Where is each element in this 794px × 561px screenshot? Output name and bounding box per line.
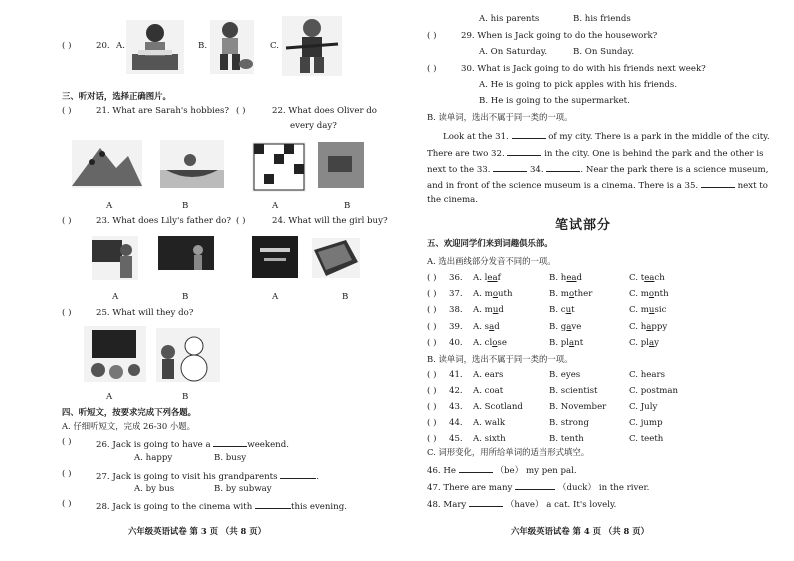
word-part: nth: [654, 289, 669, 299]
option-text: C. hears: [629, 370, 665, 380]
question-text: 22. What does Oliver do: [272, 106, 377, 116]
question-text: 24. What will the girl buy?: [272, 216, 388, 226]
option-text: A. Scotland: [473, 402, 523, 412]
word-part: d: [494, 322, 500, 332]
word-part: A.: [473, 338, 485, 348]
phonics-option: [473, 289, 513, 300]
word-part: B.: [549, 322, 561, 332]
question-number: 40.: [449, 338, 463, 348]
answer-paren[interactable]: ( ): [62, 437, 72, 447]
word-part: B.: [549, 305, 561, 315]
word-part: sic: [654, 305, 667, 315]
word-part: A.: [473, 273, 485, 283]
word-part: se: [497, 338, 507, 348]
answer-paren[interactable]: ( ): [427, 434, 437, 444]
word-part: h: [560, 273, 567, 283]
answer-paren[interactable]: ( ): [427, 31, 437, 41]
phonics-option: [473, 273, 501, 284]
page-footer: 六年级英语试卷 第 3 页 （共 8 页）: [128, 526, 267, 536]
word-part: l: [484, 273, 488, 283]
boy-writing-image[interactable]: [126, 20, 184, 74]
option-text: B. strong: [549, 418, 589, 428]
answer-blank[interactable]: [493, 162, 527, 172]
question-text: [96, 469, 319, 483]
word-part: A.: [473, 322, 485, 332]
option-text: A. ears: [473, 370, 504, 380]
option-label: B: [342, 292, 349, 302]
option-label: B: [182, 292, 189, 302]
question-number: 36.: [449, 273, 463, 283]
word-part: m: [640, 305, 649, 315]
underlined-letters: a: [646, 322, 652, 332]
question-text: every day?: [290, 121, 337, 131]
phonics-option: [549, 338, 583, 349]
phonics-option: [473, 338, 507, 349]
watching-tv-image[interactable]: [84, 326, 146, 382]
question-text: 25. What will they do?: [96, 308, 194, 318]
option-text: A. sixth: [473, 434, 506, 444]
phonics-option: [629, 273, 665, 284]
word-part: c: [560, 305, 566, 315]
fill-question: [427, 463, 577, 477]
answer-paren[interactable]: ( ): [427, 402, 437, 412]
word-part: t: [640, 273, 645, 283]
option-label: B: [344, 201, 351, 211]
phonics-option: [549, 305, 575, 316]
dictionary-image[interactable]: [252, 236, 298, 278]
option-label: B.: [198, 41, 208, 51]
option-text: A. by bus: [134, 484, 175, 494]
word-part: B.: [549, 289, 561, 299]
word-part: t: [571, 305, 575, 315]
option-text: A. On Saturday.: [479, 47, 548, 57]
option-text: B. November: [549, 402, 607, 412]
question-stem: （have） a cat. It's lovely.: [505, 500, 617, 510]
answer-blank[interactable]: [512, 129, 546, 139]
answer-blank[interactable]: [213, 437, 247, 447]
question-stem: 46. He: [427, 466, 456, 476]
answer-paren[interactable]: ( ): [236, 216, 246, 226]
underlined-letters: u: [492, 305, 499, 315]
kungfu-boy-image[interactable]: [282, 16, 342, 76]
phonics-option: [549, 289, 592, 300]
word-part: ch: [654, 273, 665, 283]
option-label: A: [106, 201, 113, 211]
question-text: [96, 437, 289, 451]
underlined-letters: u: [565, 305, 572, 315]
phonics-option: [473, 305, 504, 316]
option-text: B. by subway: [214, 484, 272, 494]
blackboard-image[interactable]: [158, 236, 214, 270]
answer-blank[interactable]: [701, 178, 735, 188]
answer-blank[interactable]: [507, 146, 541, 156]
option-label: A: [106, 392, 113, 402]
phonics-option: [629, 305, 666, 316]
boating-image[interactable]: [160, 140, 224, 188]
passage-text: next to the 33.: [427, 165, 491, 175]
word-part: ther: [574, 289, 593, 299]
answer-paren[interactable]: ( ): [62, 216, 72, 226]
passage-line: [427, 146, 764, 160]
option-text: A. coat: [473, 386, 504, 396]
question-number: 45.: [449, 434, 463, 444]
passage-line: [443, 129, 770, 143]
phonics-option: [629, 289, 669, 300]
word-part: C.: [629, 338, 641, 348]
option-text: B. eyes: [549, 370, 581, 380]
answer-paren[interactable]: ( ): [62, 41, 72, 51]
answer-paren[interactable]: ( ): [427, 370, 437, 380]
option-text: A. happy: [134, 453, 173, 463]
question-text: 23. What does Lily's father do?: [96, 216, 232, 226]
word-part: m: [640, 289, 649, 299]
passage-text: . Near the park there is a science museum,: [580, 165, 769, 175]
word-part: f: [497, 273, 501, 283]
question-stem: this evening.: [290, 502, 347, 512]
answer-paren[interactable]: ( ): [427, 386, 437, 396]
answer-blank[interactable]: [255, 499, 291, 509]
option-text: A. walk: [473, 418, 506, 428]
question-stem: weekend.: [247, 440, 289, 450]
underlined-letters: o: [492, 289, 499, 299]
option-text: B. He is going to the supermarket.: [479, 96, 630, 106]
word-part: m: [484, 305, 493, 315]
option-text: C. postman: [629, 386, 679, 396]
question-number: 20.: [96, 41, 110, 51]
passage-text: of my city. There is a park in the middle of the city.: [548, 132, 770, 142]
answer-blank[interactable]: [546, 162, 580, 172]
underlined-letters: a: [569, 338, 575, 348]
underlined-letters: ea: [487, 273, 498, 283]
word-part: ve: [571, 322, 582, 332]
sub-heading: B. 读单词，选出不属于同一类的一项。: [427, 112, 573, 122]
exam-page-4: [397, 0, 794, 561]
question-text: 21. What are Sarah's hobbies?: [96, 106, 229, 116]
answer-blank[interactable]: [280, 469, 316, 479]
page-footer: 六年级英语试卷 第 4 页 （共 8 页）: [511, 526, 650, 536]
underlined-letters: o: [492, 338, 498, 348]
answer-paren[interactable]: ( ): [427, 322, 437, 332]
sub-heading: C. 词形变化，用所给单词的适当形式填空。: [427, 447, 590, 457]
word-part: d: [576, 273, 583, 283]
option-label: C.: [270, 41, 280, 51]
question-number: 37.: [449, 289, 463, 299]
question-number: 39.: [449, 322, 463, 332]
underlined-letters: a: [489, 322, 495, 332]
option-text: C. teeth: [629, 434, 664, 444]
written-part-title: 笔试部分: [555, 218, 612, 233]
option-text: C. July: [629, 402, 658, 412]
word-part: pl: [640, 338, 649, 348]
boy-with-dog-image[interactable]: [210, 20, 254, 74]
question-stem: 27. Jack is going to visit his grandparents: [96, 472, 278, 482]
question-number: 43.: [449, 402, 463, 412]
passage-text: There are two 32.: [427, 149, 505, 159]
answer-paren[interactable]: ( ): [427, 305, 437, 315]
answer-paren[interactable]: ( ): [62, 308, 72, 318]
question-number: 42.: [449, 386, 463, 396]
section-heading: 三、听对话，选择正确图片。: [62, 91, 171, 101]
question-number: 41.: [449, 370, 463, 380]
section-heading: 五、欢迎同学们来到词趣俱乐部。: [427, 238, 553, 248]
option-label: B: [182, 392, 189, 402]
fill-question: [427, 497, 616, 511]
word-part: uth: [498, 289, 513, 299]
question-text: 29. When is Jack going to do the housework?: [461, 31, 658, 41]
snowman-image[interactable]: [156, 328, 220, 382]
phonics-option: [629, 322, 667, 333]
passage-line: [427, 178, 768, 192]
option-text: B. tenth: [549, 434, 584, 444]
passage-text: and in front of the science museum is a cinema. There is a 35.: [427, 181, 699, 191]
question-stem: 28. Jack is going to the cinema with: [96, 502, 253, 512]
answer-paren[interactable]: ( ): [236, 106, 246, 116]
word-part: A.: [473, 305, 485, 315]
question-stem: 26. Jack is going to have a: [96, 440, 211, 450]
passage-text: Look at the 31.: [443, 132, 509, 142]
teacher-image[interactable]: [92, 236, 138, 280]
word-part: B.: [549, 338, 561, 348]
answer-paren[interactable]: ( ): [427, 338, 437, 348]
answer-paren[interactable]: ( ): [427, 418, 437, 428]
underlined-letters: a: [566, 322, 572, 332]
phonics-option: [473, 322, 500, 333]
option-label: B: [182, 201, 189, 211]
question-number: 38.: [449, 305, 463, 315]
passage-line: the cinema.: [427, 195, 478, 205]
sub-heading: B. 读单词，选出不属于同一类的一项。: [427, 354, 573, 364]
answer-paren[interactable]: ( ): [62, 469, 72, 479]
word-part: nt: [574, 338, 584, 348]
option-text: B. busy: [214, 453, 247, 463]
hiking-mountain-image[interactable]: [72, 140, 142, 188]
phonics-option: [549, 322, 581, 333]
sub-heading: A. 选出画线部分发音不同的一项。: [427, 256, 556, 266]
passage-text: 34.: [529, 165, 544, 175]
option-label: A: [112, 292, 119, 302]
option-label: A: [272, 201, 279, 211]
underlined-letters: ea: [644, 273, 655, 283]
underlined-letters: o: [648, 289, 655, 299]
answer-paren[interactable]: ( ): [427, 289, 437, 299]
photo-image[interactable]: [318, 142, 364, 188]
word-part: s: [484, 322, 490, 332]
option-text: A. He is going to pick apples with his friends.: [479, 80, 678, 90]
word-part: g: [560, 322, 567, 332]
word-part: m: [484, 289, 493, 299]
question-text: 30. What is Jack going to do with his friends next week?: [461, 64, 706, 74]
underlined-letters: u: [648, 305, 655, 315]
word-part: pl: [560, 338, 570, 348]
word-part: m: [560, 289, 569, 299]
question-stem: 48. Mary: [427, 500, 467, 510]
word-part: B.: [549, 273, 561, 283]
word-part: d: [498, 305, 504, 315]
option-text: A. his parents: [479, 14, 540, 24]
passage-line: [427, 162, 768, 176]
question-stem: （duck） in the river.: [557, 483, 650, 493]
underlined-letters: o: [568, 289, 575, 299]
option-text: B. On Sunday.: [573, 47, 635, 57]
phonics-option: [629, 338, 659, 349]
option-label: A.: [116, 41, 125, 51]
answer-blank[interactable]: [469, 497, 503, 507]
word-part: C.: [629, 289, 641, 299]
answer-blank[interactable]: [515, 480, 555, 490]
crossword-image[interactable]: [252, 142, 306, 192]
word-part: C.: [629, 273, 641, 283]
question-text: [96, 499, 347, 513]
passage-text: in the city. One is behind the park and the other is: [544, 149, 764, 159]
fill-question: [427, 480, 649, 494]
answer-paren[interactable]: ( ): [427, 64, 437, 74]
option-label: A: [272, 292, 279, 302]
section-heading: 四、听短文，按要求完成下列各题。: [62, 407, 196, 417]
word-part: A.: [473, 289, 485, 299]
question-stem: 47. There are many: [427, 483, 513, 493]
word-part: C.: [629, 322, 641, 332]
option-text: B. his friends: [573, 14, 631, 24]
passage-text: next to: [737, 181, 768, 191]
word-part: y: [654, 338, 659, 348]
word-part: cl: [484, 338, 493, 348]
underlined-letters: a: [648, 338, 655, 348]
underlined-letters: ea: [566, 273, 577, 283]
answer-paren[interactable]: ( ): [427, 273, 437, 283]
word-part: ppy: [651, 322, 668, 332]
question-stem: （be） my pen pal.: [495, 466, 577, 476]
word-part: h: [640, 322, 647, 332]
book-image[interactable]: [312, 238, 360, 278]
question-stem: .: [316, 472, 319, 482]
answer-blank[interactable]: [459, 463, 493, 473]
sub-heading: A. 仔细听短文，完成 26-30 小题。: [62, 421, 195, 431]
option-text: C. jump: [629, 418, 663, 428]
answer-paren[interactable]: ( ): [62, 499, 72, 509]
word-part: C.: [629, 305, 641, 315]
phonics-option: [549, 273, 582, 284]
answer-paren[interactable]: ( ): [62, 106, 72, 116]
question-number: 44.: [449, 418, 463, 428]
option-text: B. scientist: [549, 386, 598, 396]
